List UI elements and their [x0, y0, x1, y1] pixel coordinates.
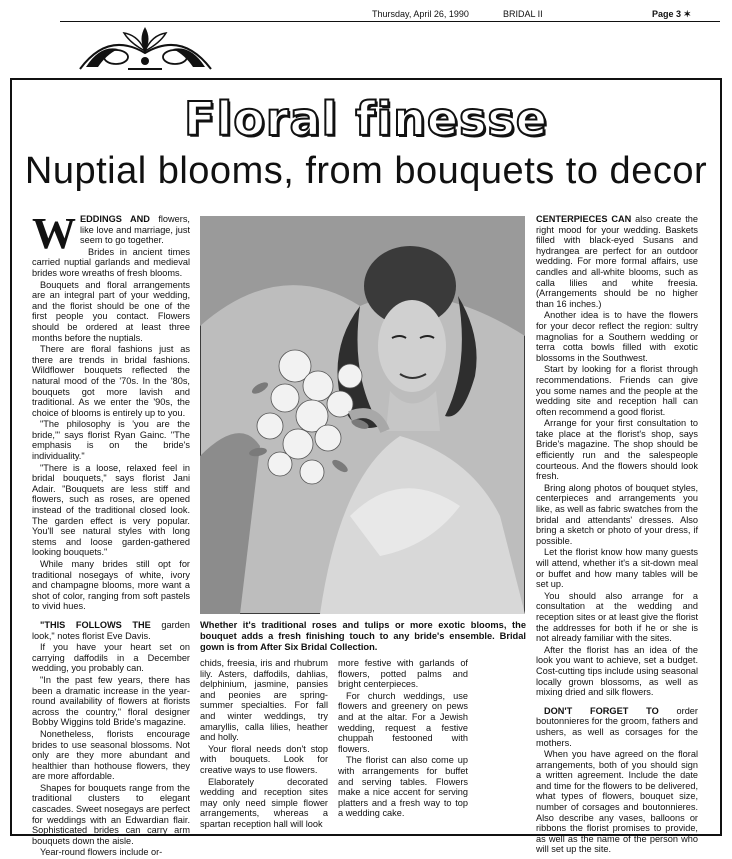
paragraph: When you have agreed on the floral arrangements, both of you should sign a written agreement. Include the date and time for the flowers to be delivered, what types of flowers, bouquet size, number of corsages and boutonnieres. Also describe any vases, balloons or ribbons the florist promises to provide, as well as the name of the person who will set up the site. [536, 749, 698, 855]
paragraph: Another idea is to have the flowers for your decor reflect the region: sultry magnolias for a Southern wedding or terra cotta bowls filled with exotic blossoms in the Southwest. [536, 310, 698, 363]
paragraph: Bring along photos of bouquet styles, centerpieces and arrangements you like, as well as fabric swatches from the bridal and attendants' dresses. Also bring a sketch or photo of your dress, if possible. [536, 482, 698, 546]
paragraph: The florist can also come up with arrangements for buffet and serving tables. Flowers make a nice accent for serving platters and a fresh way to top a wedding cake. [338, 755, 468, 819]
paragraph: WEDDINGS AND flowers, like love and marriage, just seem to go together. [32, 209, 190, 258]
paragraph: After the florist has an idea of the look you want to achieve, set a budget. Cost-cutting tips include using seasonal locally grown blossoms, as well as mixing dried and silk flowers. [536, 644, 698, 698]
paragraph: Your floral needs don't stop with bouquets. Look for creative ways to use flowers. [200, 743, 328, 775]
paragraph: Elaborately decorated wedding and reception sites may only need simple flower arrangements, whereas a spartan reception hall will look [200, 776, 328, 829]
paragraph: more festive with garlands of flowers, potted palms and bright centerpieces. [338, 658, 468, 690]
bride-photo [200, 216, 525, 614]
paragraph: Brides in ancient times carried nuptial garlands and medieval brides wore wreaths of fresh blooms. [32, 246, 190, 278]
kicker-title: Floral finesse [184, 92, 548, 146]
paragraph: Shapes for bouquets range from the traditional clusters to elegant cascades. Sweet nosegays are perfect for weddings with an Edwardian flair. Sophisticated brides can carry arm bouquets down the aisle. [32, 782, 190, 846]
section-name: BRIDAL II [503, 9, 543, 19]
paragraph: Nonetheless, florists encourage brides to use seasonal blossoms. Not only are they more abundant and healthier than hothouse flowers, they are more affordable. [32, 728, 190, 782]
paragraph: While many brides still opt for traditional nosegays of white, ivory and champagne blooms, more want a shot of color, ranging from soft pastels to vivid hues. [32, 559, 190, 612]
article-column-3 [338, 658, 468, 820]
floral-ornament-icon [78, 23, 213, 73]
issue-date: Thursday, April 26, 1990 [372, 9, 469, 19]
photo-caption: Whether it's traditional roses and tulips or more exotic blooms, the bouquet adds a fresh finishing touch to any bride's ensemble. Bridal gown is from After Six Bridal Collection. [200, 620, 526, 652]
paragraph: "In the past few years, there has been a dramatic increase in the year-round availability of flowers at florists across the country," floral designer Bobby Wiggins told Bride's magazine. [32, 674, 190, 728]
paragraph: "There is a loose, relaxed feel in bridal bouquets," says florist Jani Adair. "Bouquets are less stiff and flowers, such as roses, are opened instead of the traditional closed look. The garden effect is very popular. You'll see natural styles with long stems and loose garden-gathered looking bouquets." [32, 462, 190, 558]
paragraph: "The philosophy is 'you are the bride,'" says florist Ryan Gainc. "The emphasis is on the bride's individuality." [32, 419, 190, 462]
paragraph: Start by looking for a florist through recommendations. Friends can give you some names and the people at the wedding site and reception hall can often recommend a good florist. [536, 364, 698, 417]
paragraph: Year-round flowers include or- [40, 847, 163, 858]
page-number: Page 3 ✶ [652, 9, 692, 19]
paragraph: Let the florist know how many guests will attend, whether it's a sit-down meal or buffet and how many tables will be set up. [536, 547, 698, 590]
headline: Nuptial blooms, from bouquets to decor [24, 150, 708, 192]
header-rule [60, 21, 720, 22]
paragraph: CENTERPIECES CAN also create the right mood for your wedding. Baskets filled with black-eyed Susans and hydrangea are perfect for an outdoor wedding. For more formal affairs, use candles and all-white blooms, such as calla lilies and white freesia. (Arrangements should be no higher than 16 inches.) [536, 214, 698, 309]
drop-cap: W [32, 209, 76, 258]
paragraph: "THIS FOLLOWS THE garden look," notes florist Eve Davis. [32, 619, 190, 641]
paragraph: You should also arrange for a consultation at the wedding and reception sites or at least give the florist the addresses for both if he or she is not already familiar with the sites. [536, 590, 698, 644]
paragraph: If you have your heart set on carrying daffodils in a December wedding, you probably can. [32, 642, 190, 674]
paragraph: Bouquets and floral arrangements are an integral part of your wedding, and the florist should be one of the first people you contact. Flowers should be ordered at least three months before the nuptials. [32, 279, 190, 343]
article-column-2 [200, 658, 328, 831]
article-column-1 [32, 209, 190, 859]
paragraph: For church weddings, use flowers and greenery on pews and at the altar. For a Jewish wedding, request a festive chuppah festooned with flowers. [338, 690, 468, 754]
paragraph: chids, freesia, iris and rhubrum lily. Asters, daffodils, dahlias, delphinium, jasmine, pansies and peonies are spring-summer specialties. For fall and winter weddings, try amaryllis, calla lilies, heather and holly. [200, 658, 328, 743]
paragraph: DON'T FORGET TO order boutonnieres for the groom, fathers and ushers, as well as corsages for the mothers. [536, 705, 698, 748]
running-header [0, 0, 732, 22]
paragraph: There are floral fashions just as there are trends in bridal fashions. Wildflower bouquets reflected the natural mood of the '70s. In the '80s, bouquets got more lavish and traditional. As we enter the '90s, the choice of blooms is entirely up to you. [32, 344, 190, 418]
paragraph: Arrange for your first consultation to take place at the florist's shop, says Bride's magazine. The shop should be efficiently run and the salespeople courteous. And the flowers should look fresh. [536, 418, 698, 482]
article-column-4 [536, 214, 698, 856]
